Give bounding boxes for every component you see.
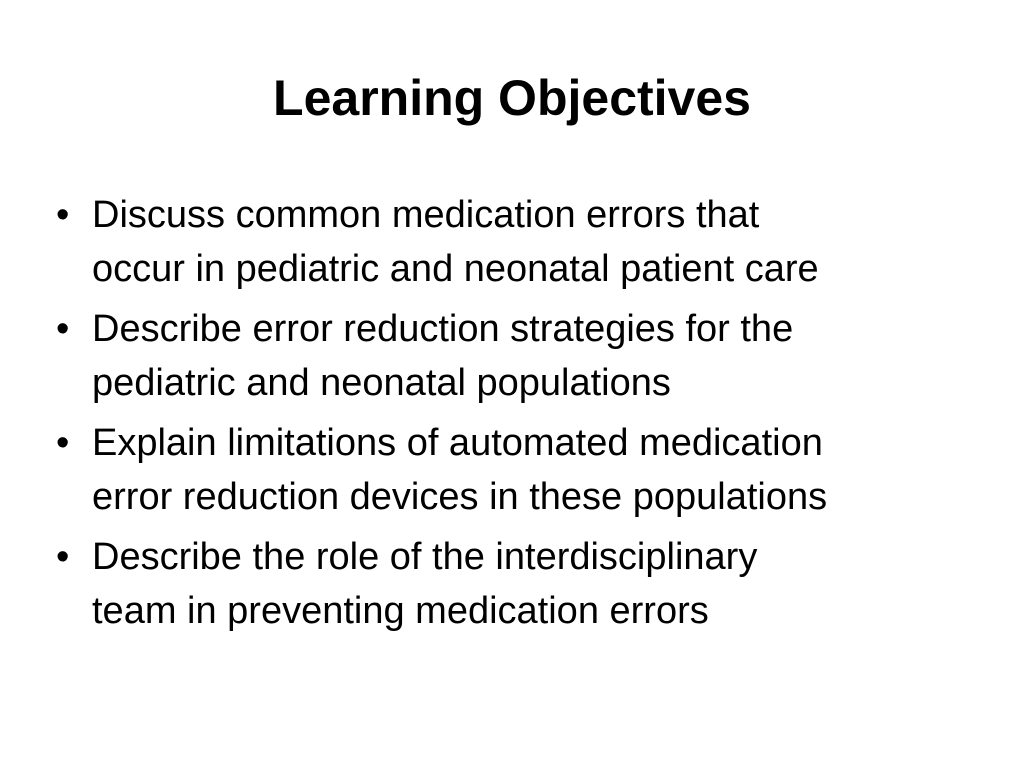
slide-title: Learning Objectives	[273, 70, 751, 126]
bullet-icon: •	[56, 194, 70, 236]
objective-item	[0, 302, 1000, 410]
objective-item	[0, 416, 1000, 524]
objective-text-line: team in preventing medication errors	[92, 590, 709, 632]
objective-text-line: Discuss common medication errors that	[92, 194, 760, 236]
objectives-list	[0, 188, 1000, 644]
bullet-icon: •	[56, 422, 70, 464]
objective-item	[0, 530, 1000, 638]
bullet-icon: •	[56, 308, 70, 350]
objective-text-line: Describe error reduction strategies for the	[92, 308, 794, 350]
objective-text-line: pediatric and neonatal populations	[92, 362, 671, 404]
objective-text-line: Describe the role of the interdisciplinary	[92, 536, 758, 578]
objective-text-line: Explain limitations of automated medication	[92, 422, 823, 464]
objective-item	[0, 188, 1000, 296]
objective-text-line: error reduction devices in these populations	[92, 476, 828, 518]
objective-text-line: occur in pediatric and neonatal patient care	[92, 248, 819, 290]
bullet-icon: •	[56, 536, 70, 578]
